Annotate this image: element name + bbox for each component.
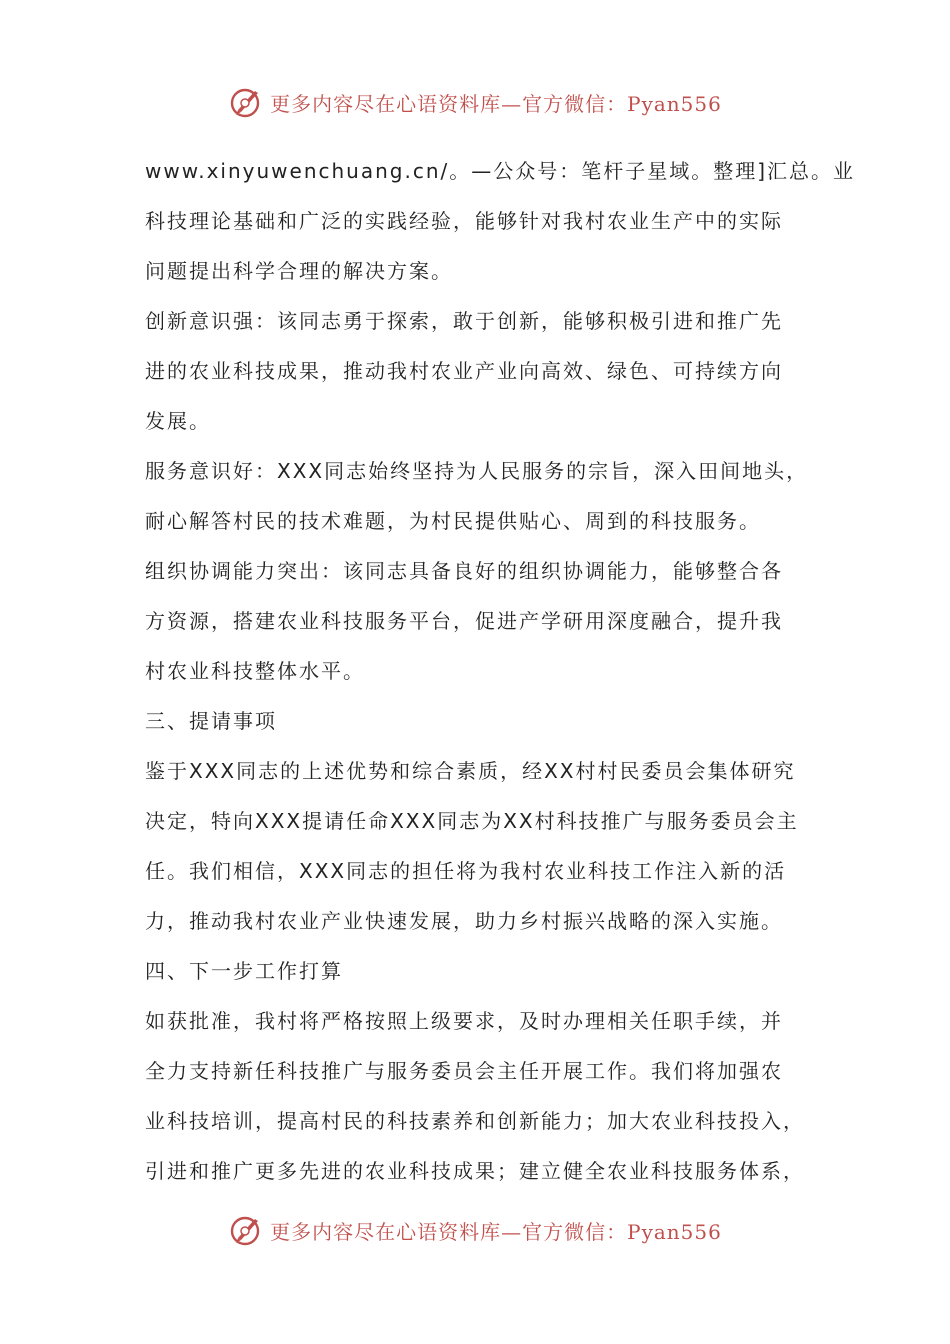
pen-seal-logo-icon — [228, 84, 264, 120]
text-line: 决定，特向XXX提请任命XXX同志为XX村科技推广与服务委员会主 — [145, 809, 799, 833]
pen-seal-logo-icon — [228, 1212, 264, 1248]
section-heading: 三、提请事项 — [145, 709, 277, 733]
document-body — [145, 146, 856, 1196]
footer-banner — [0, 1208, 950, 1252]
section-heading: 四、下一步工作打算 — [145, 959, 343, 983]
text-line: 鉴于XXX同志的上述优势和综合素质，经XX村村民委员会集体研究 — [145, 759, 796, 783]
text-line: 科技理论基础和广泛的实践经验，能够针对我村农业生产中的实际 — [145, 209, 783, 233]
text-line: 进的农业科技成果，推动我村农业产业向高效、绿色、可持续方向 — [145, 359, 783, 383]
text-line: 力，推动我村农业产业快速发展，助力乡村振兴战略的深入实施。 — [145, 909, 783, 933]
banner-text: 更多内容尽在心语资料库—官方微信：Pyan556 — [270, 91, 722, 116]
text-line: 组织协调能力突出：该同志具备良好的组织协调能力，能够整合各 — [145, 559, 783, 583]
text-line: 耐心解答村民的技术难题，为村民提供贴心、周到的科技服务。 — [145, 509, 761, 533]
banner-text: 更多内容尽在心语资料库—官方微信：Pyan556 — [270, 1219, 722, 1244]
header-banner — [0, 80, 950, 124]
text-line: 全力支持新任科技推广与服务委员会主任开展工作。我们将加强农 — [145, 1059, 783, 1083]
text-line: 引进和推广更多先进的农业科技成果；建立健全农业科技服务体系， — [145, 1159, 805, 1183]
text-line: www.xinyuwenchuang.cn/。—公众号：笔杆子星域。整理]汇总。业 — [145, 159, 856, 183]
text-line: 如获批准，我村将严格按照上级要求，及时办理相关任职手续，并 — [145, 1009, 783, 1033]
text-line: 服务意识好：XXX同志始终坚持为人民服务的宗旨，深入田间地头， — [145, 459, 809, 483]
text-line: 问题提出科学合理的解决方案。 — [145, 259, 453, 283]
text-line: 任。我们相信，XXX同志的担任将为我村农业科技工作注入新的活 — [145, 859, 787, 883]
text-line: 发展。 — [145, 409, 211, 433]
text-line: 业科技培训，提高村民的科技素养和创新能力；加大农业科技投入， — [145, 1109, 805, 1133]
text-line: 方资源，搭建农业科技服务平台，促进产学研用深度融合，提升我 — [145, 609, 783, 633]
text-line: 村农业科技整体水平。 — [145, 659, 365, 683]
text-line: 创新意识强：该同志勇于探索，敢于创新，能够积极引进和推广先 — [145, 309, 783, 333]
